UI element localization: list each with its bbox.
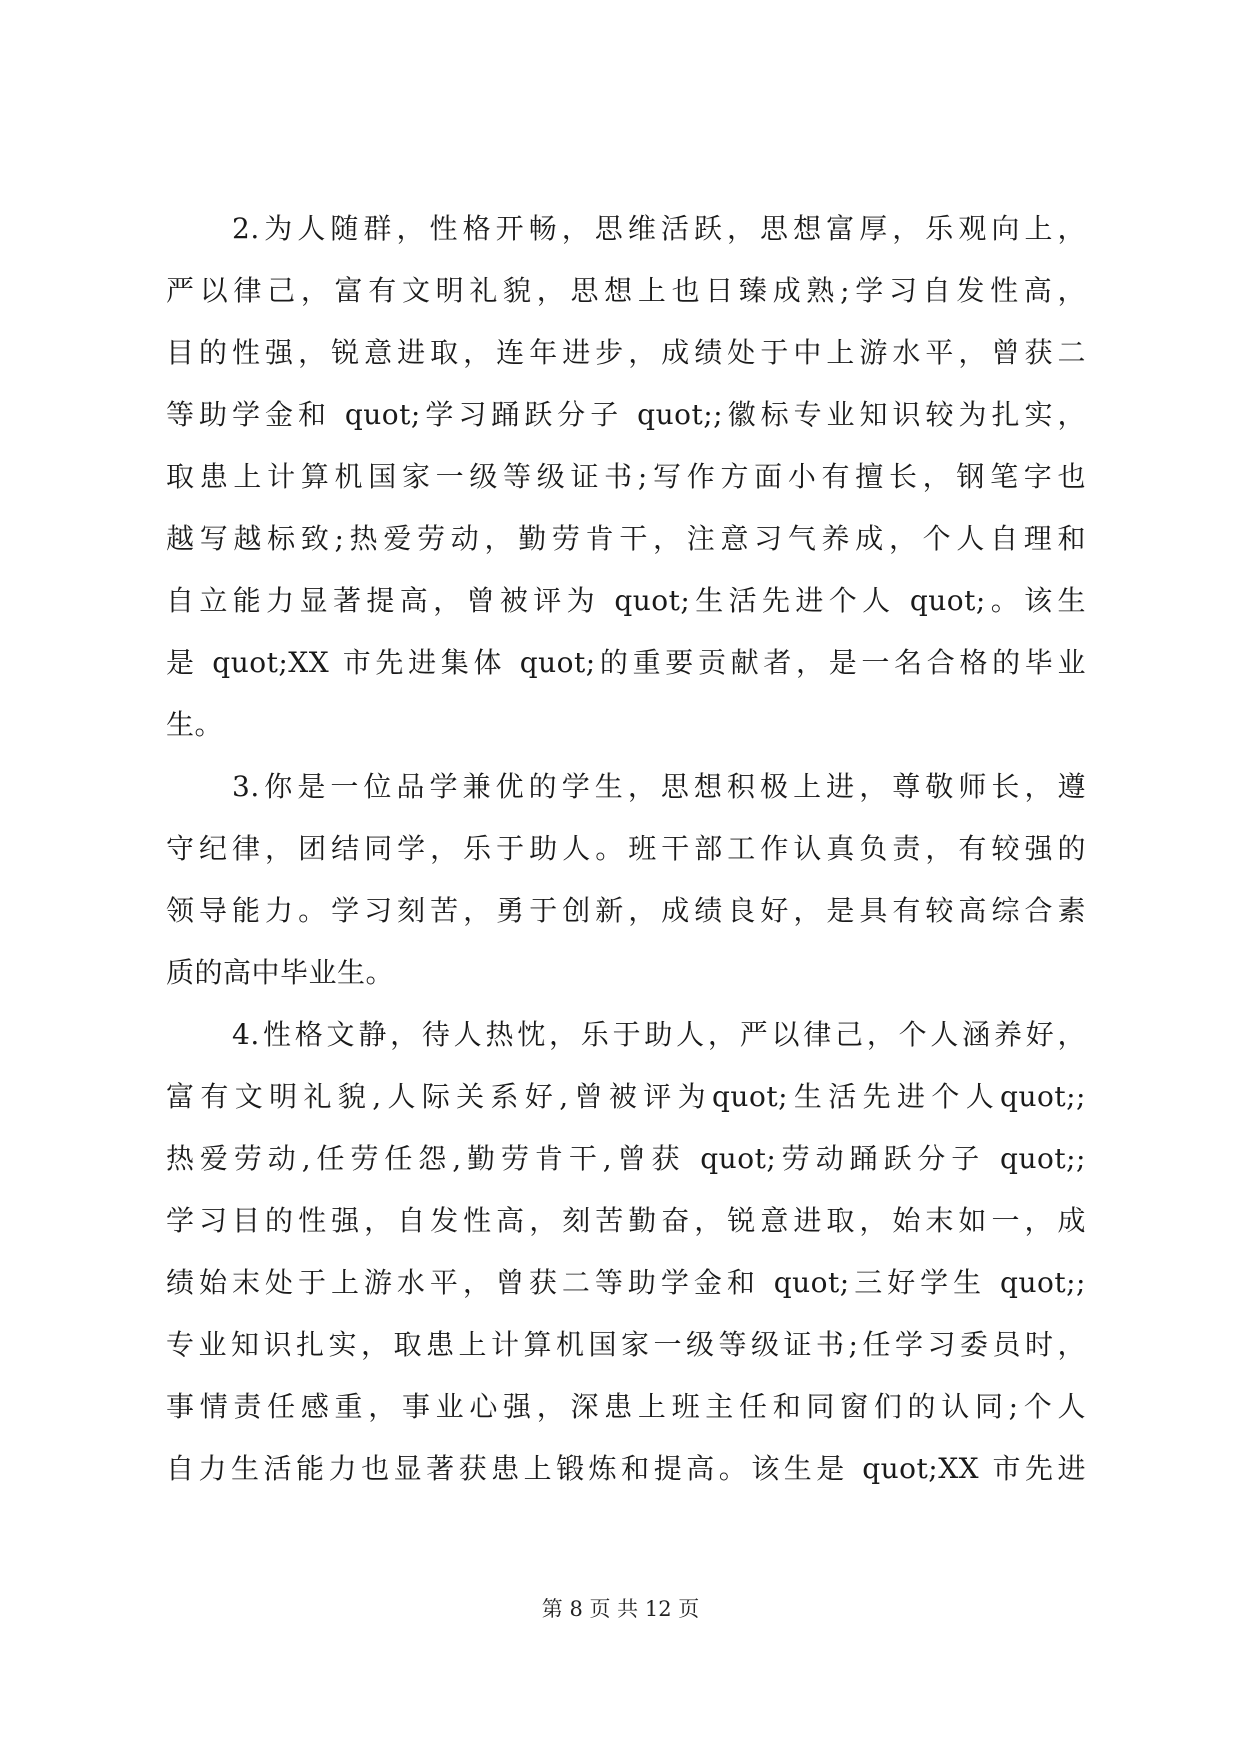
text-line: 是 quot;XX 市先进集体 quot;的重要贡献者，是一名合格的毕业 <box>166 646 1086 679</box>
text-line: 生。 <box>166 708 224 741</box>
text-line: 3.你是一位品学兼优的学生，思想积极上进，尊敬师长，遵 <box>232 770 1086 803</box>
text-line: 守纪律，团结同学，乐于助人。班干部工作认真负责，有较强的 <box>166 832 1086 865</box>
text-line: 越写越标致;热爱劳动，勤劳肯干，注意习气养成，个人自理和 <box>166 522 1086 555</box>
text-line: 学习目的性强，自发性高，刻苦勤奋，锐意进取，始末如一，成 <box>166 1204 1086 1237</box>
text-line: 领导能力。学习刻苦，勇于创新，成绩良好，是具有较高综合素 <box>166 894 1086 927</box>
text-line: 质的高中毕业生。 <box>166 956 395 989</box>
text-line: 严以律己，富有文明礼貌，思想上也日臻成熟;学习自发性高， <box>166 274 1086 307</box>
text-line: 专业知识扎实，取患上计算机国家一级等级证书;任学习委员时， <box>166 1328 1086 1361</box>
page-number-footer: 第 8 页 共 12 页 <box>541 1597 700 1621</box>
text-line: 自立能力显著提高，曾被评为 quot;生活先进个人 quot;。该生 <box>166 584 1086 617</box>
text-line: 热爱劳动,任劳任怨,勤劳肯干,曾获 quot;劳动踊跃分子 quot;; <box>166 1142 1086 1175</box>
text-line: 4.性格文静，待人热忱，乐于助人，严以律己，个人涵养好， <box>232 1018 1086 1051</box>
document-body <box>166 198 1086 1500</box>
text-line: 绩始末处于上游水平，曾获二等助学金和 quot;三好学生 quot;; <box>166 1266 1086 1299</box>
text-line: 富有文明礼貌,人际关系好,曾被评为quot;生活先进个人quot;; <box>166 1080 1086 1113</box>
text-line: 自力生活能力也显著获患上锻炼和提高。该生是 quot;XX 市先进 <box>166 1452 1086 1485</box>
text-line: 事情责任感重，事业心强，深患上班主任和同窗们的认同;个人 <box>166 1390 1086 1423</box>
text-line: 取患上计算机国家一级等级证书;写作方面小有擅长，钢笔字也 <box>166 460 1086 493</box>
text-line: 等助学金和 quot;学习踊跃分子 quot;;徽标专业知识较为扎实， <box>166 398 1086 431</box>
text-line: 2.为人随群，性格开畅，思维活跃，思想富厚，乐观向上， <box>232 212 1086 245</box>
text-line: 目的性强，锐意进取，连年进步，成绩处于中上游水平，曾获二 <box>166 336 1086 369</box>
